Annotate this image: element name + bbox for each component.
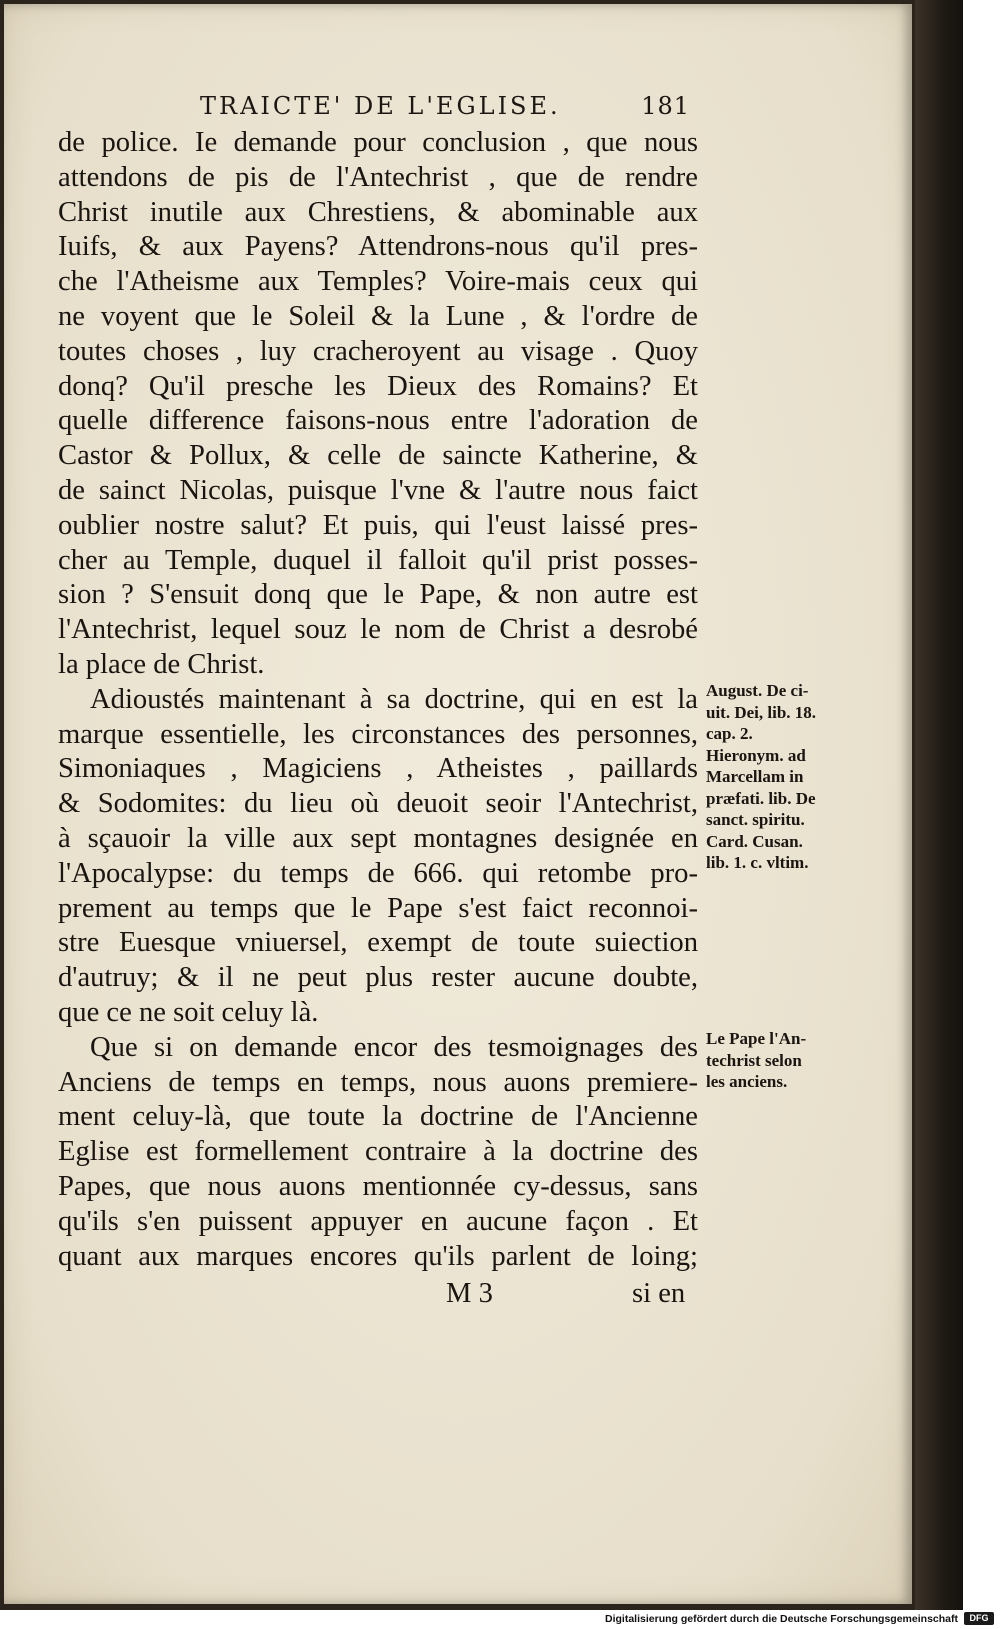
text-line: qu'ils s'en puissent appuyer en aucune façon . Et [58,1205,698,1237]
dfg-logo: DFG [964,1612,994,1625]
margin-note-sources [706,680,816,874]
text-line: Anciens de temps en temps, nous auons premiere- [58,1066,698,1098]
signature-mark: M 3 [446,1278,493,1309]
page-edge-shadow [915,0,963,1610]
text-line: oublier nostre salut? Et puis, qui l'eust laissé pres- [58,509,698,541]
text-line: & Sodomites: du lieu où deuoit seoir l'Antechrist, [58,788,698,820]
page-number: 181 [641,92,690,120]
funding-credit: Digitalisierung gefördert durch die Deutsche Forschungsgemeinschaft [605,1613,958,1625]
text-line: toutes choses , luy cracheroyent au visage . Quoy [58,335,698,367]
text-line: quant aux marques encores qu'ils parlent de loing; [58,1240,698,1272]
text-line: cher au Temple, duquel il falloit qu'il prist posses- [58,544,698,576]
text-line: de sainct Nicolas, puisque l'vne & l'autre nous faict [58,474,698,506]
text-line: de police. Ie demande pour conclusion , que nous [58,127,698,158]
text-line: prement au temps que le Pape s'est faict reconnoi- [58,892,698,924]
text-line: ne voyent que le Soleil & la Lune , & l'ordre de [58,300,698,332]
text-line: donq? Qu'il presche les Dieux des Romains? Et [58,370,698,402]
text-line: Papes, que nous auons mentionnée cy-dessus, sans [58,1170,698,1202]
text-line: stre Euesque vniuersel, exempt de toute suiection [58,927,698,959]
margin-note-line: Le Pape l'An- [706,1029,807,1048]
digitization-footer [0,1610,1000,1629]
margin-note-line: August. De ci- [706,681,809,700]
text-line: l'Antechrist, lequel souz le nom de Christ a desrobé [58,614,698,646]
text-line: d'autruy; & il ne peut plus rester aucune doubte, [58,962,698,994]
running-title: TRAICTE' DE L'EGLISE. [200,92,561,120]
text-line: Adioustés maintenant à sa doctrine, qui en est la [90,683,698,715]
margin-note-line: Hieronym. ad [706,745,806,765]
margin-note-line: sanct. spiritu. [706,810,805,829]
text-line: che l'Atheisme aux Temples? Voire-mais ceux qui [58,266,698,298]
text-line: à sçauoir la ville aux sept montagnes designée en [58,822,698,854]
catchword: si en [632,1278,686,1309]
margin-note-line: techrist selon [706,1050,802,1070]
text-line: que ce ne soit celuy là. [58,996,319,1028]
margin-note-line: uit. Dei, lib. 18. [706,702,817,722]
margin-note-line: Card. Cusan. [706,831,803,851]
margin-note-line: præfati. lib. De [706,788,816,808]
text-line: ment celuy-là, que toute la doctrine de l'Ancienne [58,1101,698,1133]
text-line: sion ? S'ensuit donq que le Pape, & non autre est [58,579,698,611]
text-line: la place de Christ. [58,648,265,680]
margin-note-line: Marcellam in [706,767,804,786]
text-line: Eglise est formellement contraire à la doctrine des [58,1136,698,1168]
margin-note-line: lib. 1. c. vltim. [706,853,809,872]
text-line: Simoniaques , Magiciens , Atheistes , paillards [58,753,698,785]
text-line: l'Apocalypse: du temps de 666. qui retombe pro- [58,857,698,889]
text-line: Iuifs, & aux Payens? Attendrons-nous qu'il pres- [58,231,698,263]
margin-note-line: les anciens. [706,1072,788,1091]
text-line: Castor & Pollux, & celle de saincte Katherine, & [58,440,698,472]
text-line: quelle difference faisons-nous entre l'adoration de [58,405,698,437]
margin-note-pope-antichrist [706,1028,806,1093]
main-text-block [58,126,698,1274]
text-line: Que si on demande encor des tesmoignages des [90,1031,698,1063]
text-line: marque essentielle, les circonstances des personnes, [58,718,698,750]
margin-note-line: cap. 2. [706,724,753,743]
text-line: Christ inutile aux Chrestiens, & abominable aux [58,196,698,228]
text-line: attendons de pis de l'Antechrist , que de rendre [58,161,698,193]
